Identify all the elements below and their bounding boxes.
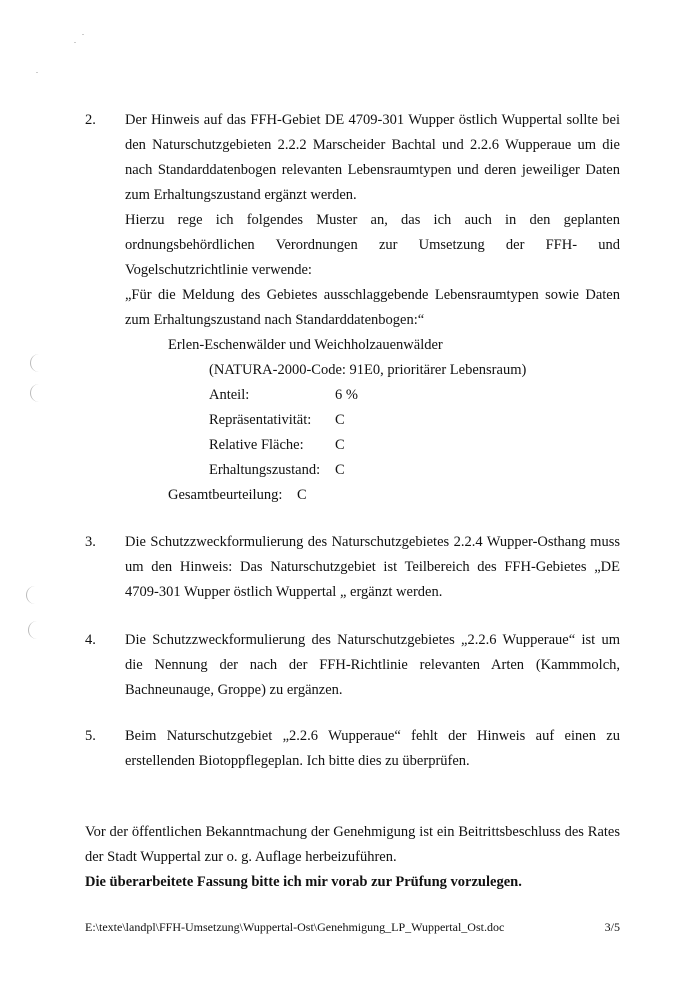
item-text: Die Schutzzweckformulierung des Naturschutzgebietes 2.2.4 Wupper-Osthang muss um den Hinweis: Das Naturschutzgebiet ist Teilbereich des FFH-Gebietes „DE 4709-301 Wupper östlich Wuppertal „ ergänzt werden. — [125, 534, 620, 600]
item-text: Die Schutzzweckformulierung des Naturschutzgebietes „2.2.6 Wupperaue“ ist um die Nennung der nach der FFH-Richtlinie relevanten Arten (Kammmolch, Bachneunauge, Groppe) zu ergänzen. — [125, 632, 620, 698]
habitat-name: Erlen-Eschenwälder und Weichholzauenwälder — [168, 337, 443, 353]
footer — [85, 918, 620, 936]
item-text: Beim Naturschutzgebiet „2.2.6 Wupperaue“ fehlt der Hinweis auf einen zu erstellenden Biotoppflegeplan. Ich bitte dies zu überprüfen. — [125, 728, 620, 769]
habitat-row-label: Erhaltungszustand: — [209, 462, 321, 478]
punch-hole-mark — [30, 354, 41, 372]
item-number: 5. — [85, 728, 96, 744]
item-continuation-line: Vogelschutzrichtlinie verwende: — [125, 262, 312, 278]
overall-value: C — [297, 487, 307, 503]
habitat-row-label: Relative Fläche: — [209, 437, 304, 453]
quote-text: „Für die Meldung des Gebietes ausschlaggebende Lebensraumtypen sowie Daten zum Erhaltungszustand nach Standarddatenbogen:“ — [125, 287, 620, 328]
habitat-row-label: Repräsentativität: — [209, 412, 312, 428]
scan-speck — [36, 72, 38, 73]
habitat-row-value: 6 % — [335, 387, 358, 403]
overall-label: Gesamtbeurteilung: — [168, 487, 283, 503]
habitat-row-value: C — [335, 412, 345, 428]
closing-bold-text: Die überarbeitete Fassung bitte ich mir vorab zur Prüfung vorzulegen. — [85, 874, 522, 890]
footer-file-path: E:\texte\landpl\FFH-Umsetzung\Wuppertal-Ost\Genehmigung_LP_Wuppertal_Ost.doc — [85, 920, 505, 934]
item-continuation-line: ordnungsbehördlichen Verordnungen zur Umsetzung der FFH- und — [125, 237, 620, 253]
punch-hole-mark — [30, 384, 41, 402]
scan-speck — [74, 42, 76, 43]
item-number: 3. — [85, 534, 96, 550]
habitat-row-label: Anteil: — [209, 387, 250, 403]
item-number: 2. — [85, 112, 96, 128]
item-continuation-line: Hierzu rege ich folgendes Muster an, das ich auch in den geplanten — [125, 212, 620, 228]
habitat-row-value: C — [335, 462, 345, 478]
punch-hole-mark — [28, 621, 39, 639]
page-number: 3/5 — [604, 920, 620, 934]
scan-speck — [82, 34, 84, 35]
item-number: 4. — [85, 632, 96, 648]
habitat-row-value: C — [335, 437, 345, 453]
punch-hole-mark — [26, 586, 37, 604]
item-text: Der Hinweis auf das FFH-Gebiet DE 4709-301 Wupper östlich Wuppertal sollte bei den Naturschutzgebieten 2.2.2 Marscheider Bachtal und 2.2.6 Wupperaue um die nach Standarddatenbogen relevanten Lebensraumtypen und deren jeweiliger Daten zum Erhaltungszustand ergänzt werden. — [125, 112, 620, 203]
habitat-code: (NATURA-2000-Code: 91E0, prioritärer Lebensraum) — [209, 362, 527, 378]
closing-text: Vor der öffentlichen Bekanntmachung der Genehmigung ist ein Beitrittsbeschluss des Rates der Stadt Wuppertal zur o. g. Auflage herbeizuführen. — [85, 824, 620, 865]
